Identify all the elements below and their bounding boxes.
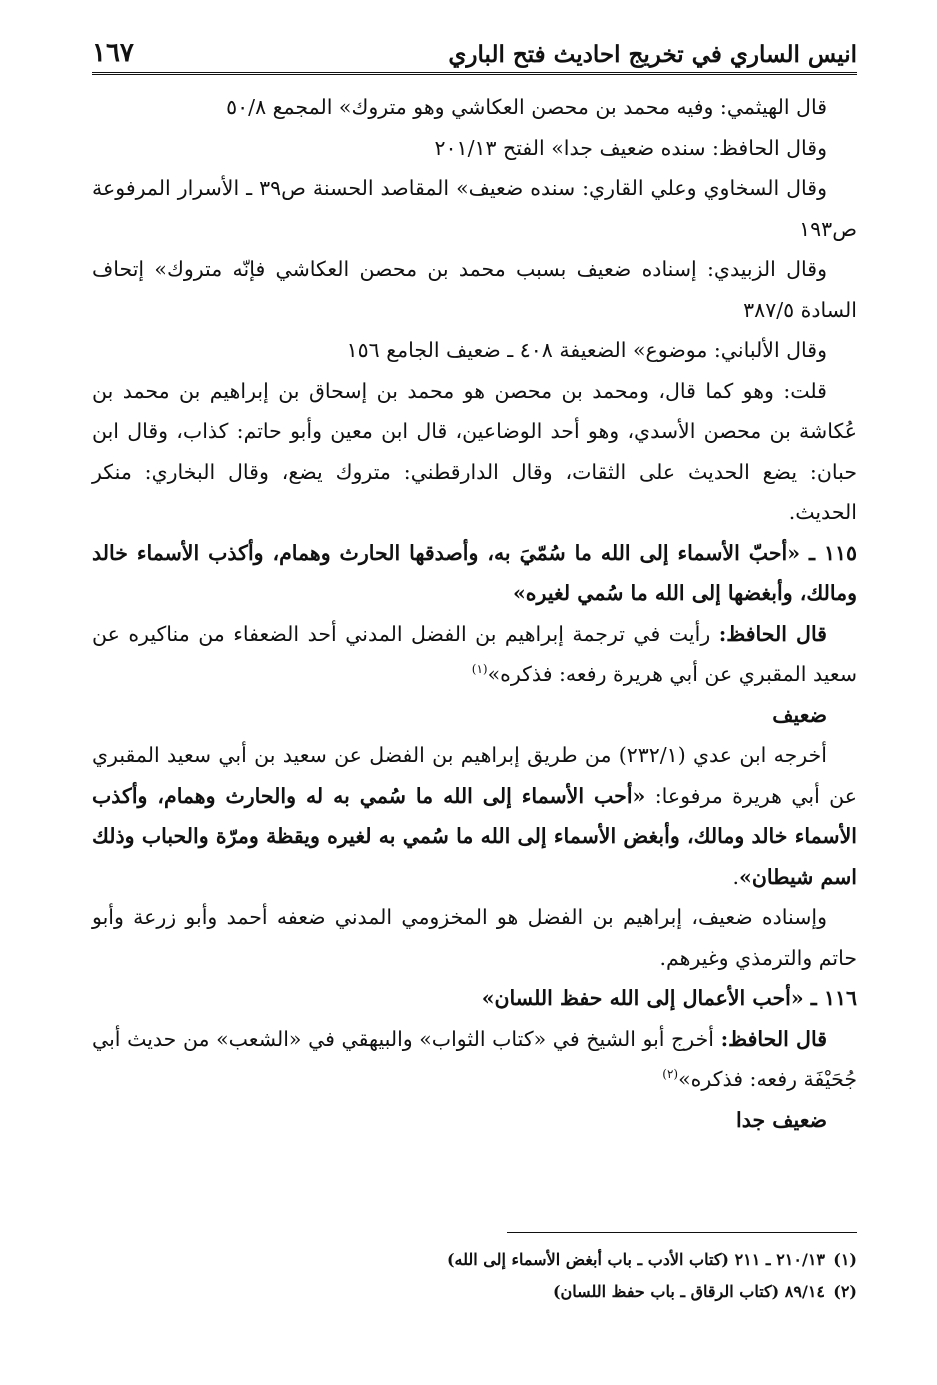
page-number: ١٦٧ <box>92 38 134 68</box>
running-header <box>92 30 857 75</box>
footnote-divider <box>507 1232 857 1233</box>
hadith-115-takhrij <box>92 735 857 897</box>
page-body <box>92 87 857 1140</box>
hadith-116-text: ١١٦ ـ «أحب الأعمال إلى الله حفظ اللسان» <box>481 986 857 1010</box>
author-comment: قلت: وهو كما قال، ومحمد بن محصن هو محمد بن إسحاق بن إبراهيم بن محمد بن عُكاشة بن محصن الأسدي، وهو أحد الوضاعين، قال ابن معين وأبو حاتم: كذاب، وقال ابن حبان: يضع الحديث على الثقات، وقال الدارقطني: متروك يضع، وقال البخاري: منكر الحديث. <box>92 378 857 524</box>
albani-quote: وقال الألباني: موضوع» الضعيفة ٤٠٨ ـ ضعيف الجامع ١٥٦ <box>346 338 827 362</box>
footnote-number: (٢) <box>833 1282 857 1301</box>
footnote-ref-2: (٢) <box>662 1067 679 1082</box>
footnote-1 <box>92 1244 857 1276</box>
footnote-ref-1: (١) <box>471 662 488 677</box>
hadith-116-grade: ضعيف جدا <box>736 1107 827 1132</box>
footnotes <box>92 1244 857 1308</box>
hadith-115-grade: ضعيف <box>772 702 827 727</box>
takhrij-hadith-text: «أحب الأسماء إلى الله ما سُمي به له والحارث وهمام، وأكذب الأسماء خالد ومالك، وأبغض الأسماء إلى الله ما سُمي به لغيره ويقظة ومرّة والحباب وذلك اسم شيطان» <box>92 783 857 889</box>
footnote-2 <box>92 1276 857 1308</box>
footnote-number: (١) <box>833 1250 857 1269</box>
hafiz-quote: وقال الحافظ: سنده ضعيف جدا» الفتح ٢٠١/١٣ <box>434 135 827 160</box>
hadith-116-hafiz <box>92 1019 857 1100</box>
hafiz-label: قال الحافظ: <box>718 621 827 646</box>
hadith-115-isnad: وإسناده ضعيف، إبراهيم بن الفضل هو المخزومي المدني ضعفه أحمد وأبو زرعة وأبو حاتم والترمذي وغيرهم. <box>92 905 857 970</box>
sakhawi-quote: وقال السخاوي وعلي القاري: سنده ضعيف» المقاصد الحسنة ص٣٩ ـ الأسرار المرفوعة ص١٩٣ <box>92 176 857 241</box>
footnote-text: ٨٩/١٤ (كتاب الرقاق ـ باب حفظ اللسان) <box>552 1282 825 1301</box>
footnote-text: ٢١٠/١٣ ـ ٢١١ (كتاب الأدب ـ باب أبغض الأسماء إلى الله) <box>446 1250 825 1269</box>
takhrij-end: . <box>732 864 740 889</box>
hadith-115-hafiz <box>92 614 857 695</box>
hadith-115-text: ١١٥ ـ «أحبّ الأسماء إلى الله ما سُمّيَ به، وأصدقها الحارث وهمام، وأكذب الأسماء خالد ومالك، وأبغضها إلى الله ما سُمي لغيره» <box>92 540 857 605</box>
haythami-quote: قال الهيثمي: وفيه محمد بن محصن العكاشي وهو متروك» المجمع ٥٠/٨ <box>226 95 827 119</box>
hafiz-label: قال الحافظ: <box>720 1026 827 1051</box>
book-title: انيس الساري في تخريج احاديث فتح الباري <box>448 41 857 68</box>
hafiz-text: أخرج أبو الشيخ في «كتاب الثواب» والبيهقي في «الشعب» من حديث أبي جُحَيْفَة رفعه: فذكره» <box>92 1026 857 1091</box>
takhrij-text: أخرجه ابن عدي (٢٣٢/١) من طريق إبراهيم بن الفضل عن سعيد بن أبي سعيد المقبري عن أبي هريرة مرفوعا: <box>92 743 857 808</box>
hafiz-text: رأيت في ترجمة إبراهيم بن الفضل المدني أحد الضعفاء من مناكيره عن سعيد المقبري عن أبي هريرة رفعه: فذكره» <box>92 621 857 686</box>
zabidi-quote: وقال الزبيدي: إسناده ضعيف بسبب محمد بن محصن العكاشي فإنّه متروك» إتحاف السادة ٣٨٧/٥ <box>92 257 857 322</box>
